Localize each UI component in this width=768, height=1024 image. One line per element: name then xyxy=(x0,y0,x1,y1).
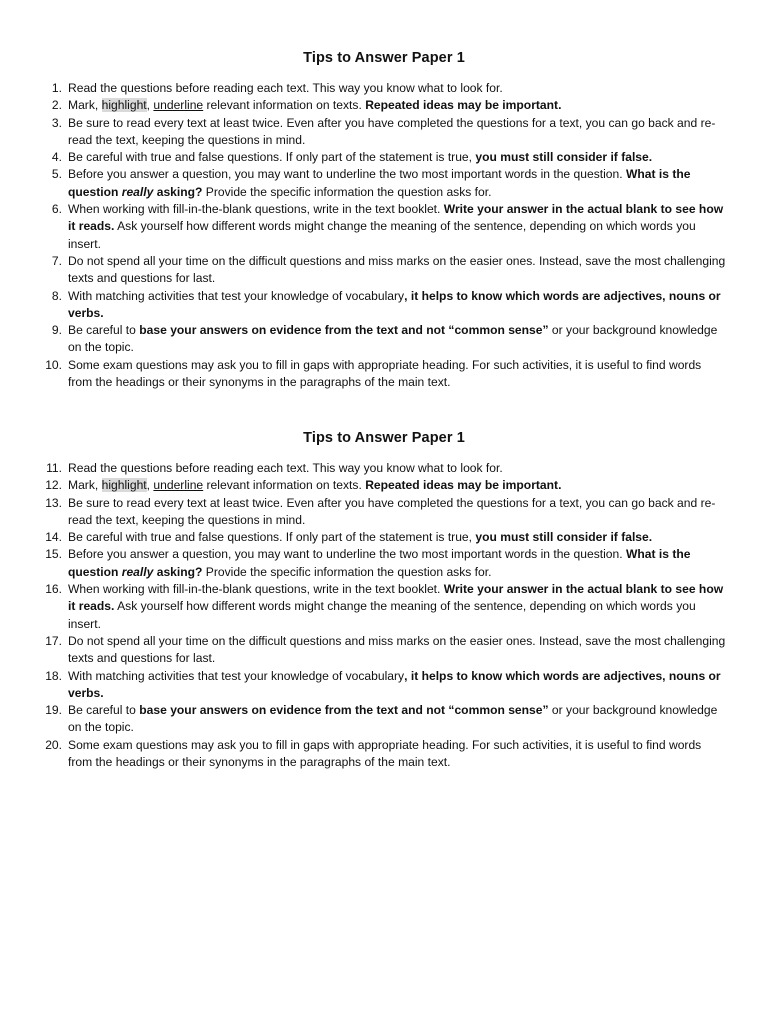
bold-text: Write your answer in the actual blank to see how it reads. xyxy=(68,202,724,234)
tip-number: 17. xyxy=(45,633,62,648)
tip-text: Mark, xyxy=(68,478,102,493)
tip-text: Provide the specific information the question asks for. xyxy=(202,564,492,579)
tip-number: 4. xyxy=(51,150,62,165)
tip-number: 8. xyxy=(51,288,62,303)
tip-text: Do not spend all your time on the difficult questions and miss marks on the easier ones. Instead, save the most challenging texts and questions for last. xyxy=(68,253,726,286)
section-title: Tips to Answer Paper 1 xyxy=(303,50,465,66)
tip-number: 13. xyxy=(45,495,62,510)
tip-item xyxy=(0,546,768,581)
tip-number: 14. xyxy=(45,530,62,545)
tip-text: , xyxy=(146,478,154,493)
bold-italic-text: really xyxy=(121,184,154,199)
tip-text: Be careful to xyxy=(68,323,140,338)
tips-list xyxy=(0,80,768,391)
tip-text: Do not spend all your time on the difficult questions and miss marks on the easier ones. Instead, save the most challenging texts and questions for last. xyxy=(68,633,726,666)
bold-text: What is the question xyxy=(68,167,691,199)
tip-number: 19. xyxy=(45,703,62,718)
tip-text: Be sure to read every text at least twice. Even after you have completed the questions for a text, you can go back and re-read the text, keeping the questions in mind. xyxy=(68,495,716,527)
tip-number: 16. xyxy=(45,582,62,597)
tip-text: Some exam questions may ask you to fill in gaps with appropriate heading. For such activities, it is useful to find words from the headings or their synonyms in the paragraphs of the main text. xyxy=(68,737,702,770)
tip-number: 3. xyxy=(51,115,62,130)
highlighted-text: highlight xyxy=(101,478,147,493)
tip-item xyxy=(0,115,768,150)
tip-text: Read the questions before reading each text. This way you know what to look for. xyxy=(68,461,503,475)
tips-section-2 xyxy=(0,428,768,771)
bold-text: , it helps to know which words are adjectives, nouns or verbs. xyxy=(68,668,721,700)
bold-text: you must still consider if false. xyxy=(475,150,653,165)
tip-text: Some exam questions may ask you to fill in gaps with appropriate heading. For such activities, it is useful to find words from the headings or their synonyms in the paragraphs of the main text. xyxy=(68,357,702,390)
tip-item xyxy=(0,288,768,323)
bold-text: you must still consider if false. xyxy=(475,530,653,545)
bold-text: asking? xyxy=(153,564,203,579)
tip-item xyxy=(0,201,768,253)
section-title: Tips to Answer Paper 1 xyxy=(303,430,465,446)
tip-item xyxy=(0,149,768,166)
tip-text: Before you answer a question, you may want to underline the two most important words in the question. xyxy=(68,547,626,562)
tip-item xyxy=(0,529,768,546)
tip-number: 5. xyxy=(51,167,62,182)
underlined-text: underline xyxy=(153,98,204,113)
tip-text: or your background knowledge on the topic. xyxy=(68,703,718,735)
bold-text: base your answers on evidence from the text and not “common sense” xyxy=(139,323,549,338)
tip-item xyxy=(0,460,768,477)
tip-item xyxy=(0,322,768,357)
tip-number: 7. xyxy=(51,253,62,268)
tip-text: Be sure to read every text at least twice. Even after you have completed the questions for a text, you can go back and re-read the text, keeping the questions in mind. xyxy=(68,115,716,147)
tip-item xyxy=(0,702,768,737)
tip-item xyxy=(0,357,768,392)
tip-text: Read the questions before reading each text. This way you know what to look for. xyxy=(68,81,503,95)
tip-number: 11. xyxy=(46,461,62,475)
tip-text: Be careful to xyxy=(68,703,140,718)
tip-item xyxy=(0,737,768,772)
bold-text: What is the question xyxy=(68,547,691,579)
tip-text: Ask yourself how different words might change the meaning of the sentence, depending on which words you insert. xyxy=(68,599,696,631)
tip-number: 6. xyxy=(51,202,62,217)
underlined-text: underline xyxy=(153,478,204,493)
tip-text: When working with fill-in-the-blank questions, write in the text booklet. xyxy=(68,582,444,597)
tip-number: 20. xyxy=(45,737,62,752)
tip-text: relevant information on texts. xyxy=(203,98,366,113)
tip-item xyxy=(0,477,768,494)
bold-text: Repeated ideas may be important. xyxy=(365,478,562,493)
bold-text: asking? xyxy=(153,184,203,199)
tip-item xyxy=(0,581,768,633)
highlighted-text: highlight xyxy=(101,98,147,113)
tip-text: relevant information on texts. xyxy=(203,478,366,493)
tip-number: 12. xyxy=(45,478,62,493)
tip-text: Mark, xyxy=(68,98,102,113)
tip-item xyxy=(0,80,768,97)
tip-number: 2. xyxy=(51,98,62,113)
tip-item xyxy=(0,97,768,114)
tip-item xyxy=(0,495,768,530)
bold-text: , it helps to know which words are adjectives, nouns or verbs. xyxy=(68,288,721,320)
bold-text: Write your answer in the actual blank to see how it reads. xyxy=(68,582,724,614)
tip-text: Before you answer a question, you may want to underline the two most important words in the question. xyxy=(68,167,626,182)
tip-text: Be careful with true and false questions. If only part of the statement is true, xyxy=(68,150,476,165)
tip-number: 1. xyxy=(51,81,62,95)
tip-number: 15. xyxy=(45,547,62,562)
tip-text: Ask yourself how different words might change the meaning of the sentence, depending on which words you insert. xyxy=(68,219,696,251)
tip-item xyxy=(0,166,768,201)
tip-item xyxy=(0,253,768,288)
bold-text: base your answers on evidence from the text and not “common sense” xyxy=(139,703,549,718)
tip-number: 18. xyxy=(45,668,62,683)
tip-text: , xyxy=(146,98,154,113)
tip-item xyxy=(0,633,768,668)
tip-text: With matching activities that test your knowledge of vocabulary xyxy=(68,668,405,683)
bold-italic-text: really xyxy=(121,564,154,579)
tip-text: When working with fill-in-the-blank questions, write in the text booklet. xyxy=(68,202,444,217)
bold-text: Repeated ideas may be important. xyxy=(365,98,562,113)
tip-number: 9. xyxy=(51,323,62,338)
tip-text: or your background knowledge on the topic. xyxy=(68,323,718,355)
tips-section-1 xyxy=(0,48,768,391)
tip-text: With matching activities that test your knowledge of vocabulary xyxy=(68,288,405,303)
tip-text: Provide the specific information the question asks for. xyxy=(202,184,492,199)
tip-text: Be careful with true and false questions. If only part of the statement is true, xyxy=(68,530,476,545)
tips-list xyxy=(0,460,768,771)
tip-item xyxy=(0,668,768,703)
tip-number: 10. xyxy=(45,357,62,372)
